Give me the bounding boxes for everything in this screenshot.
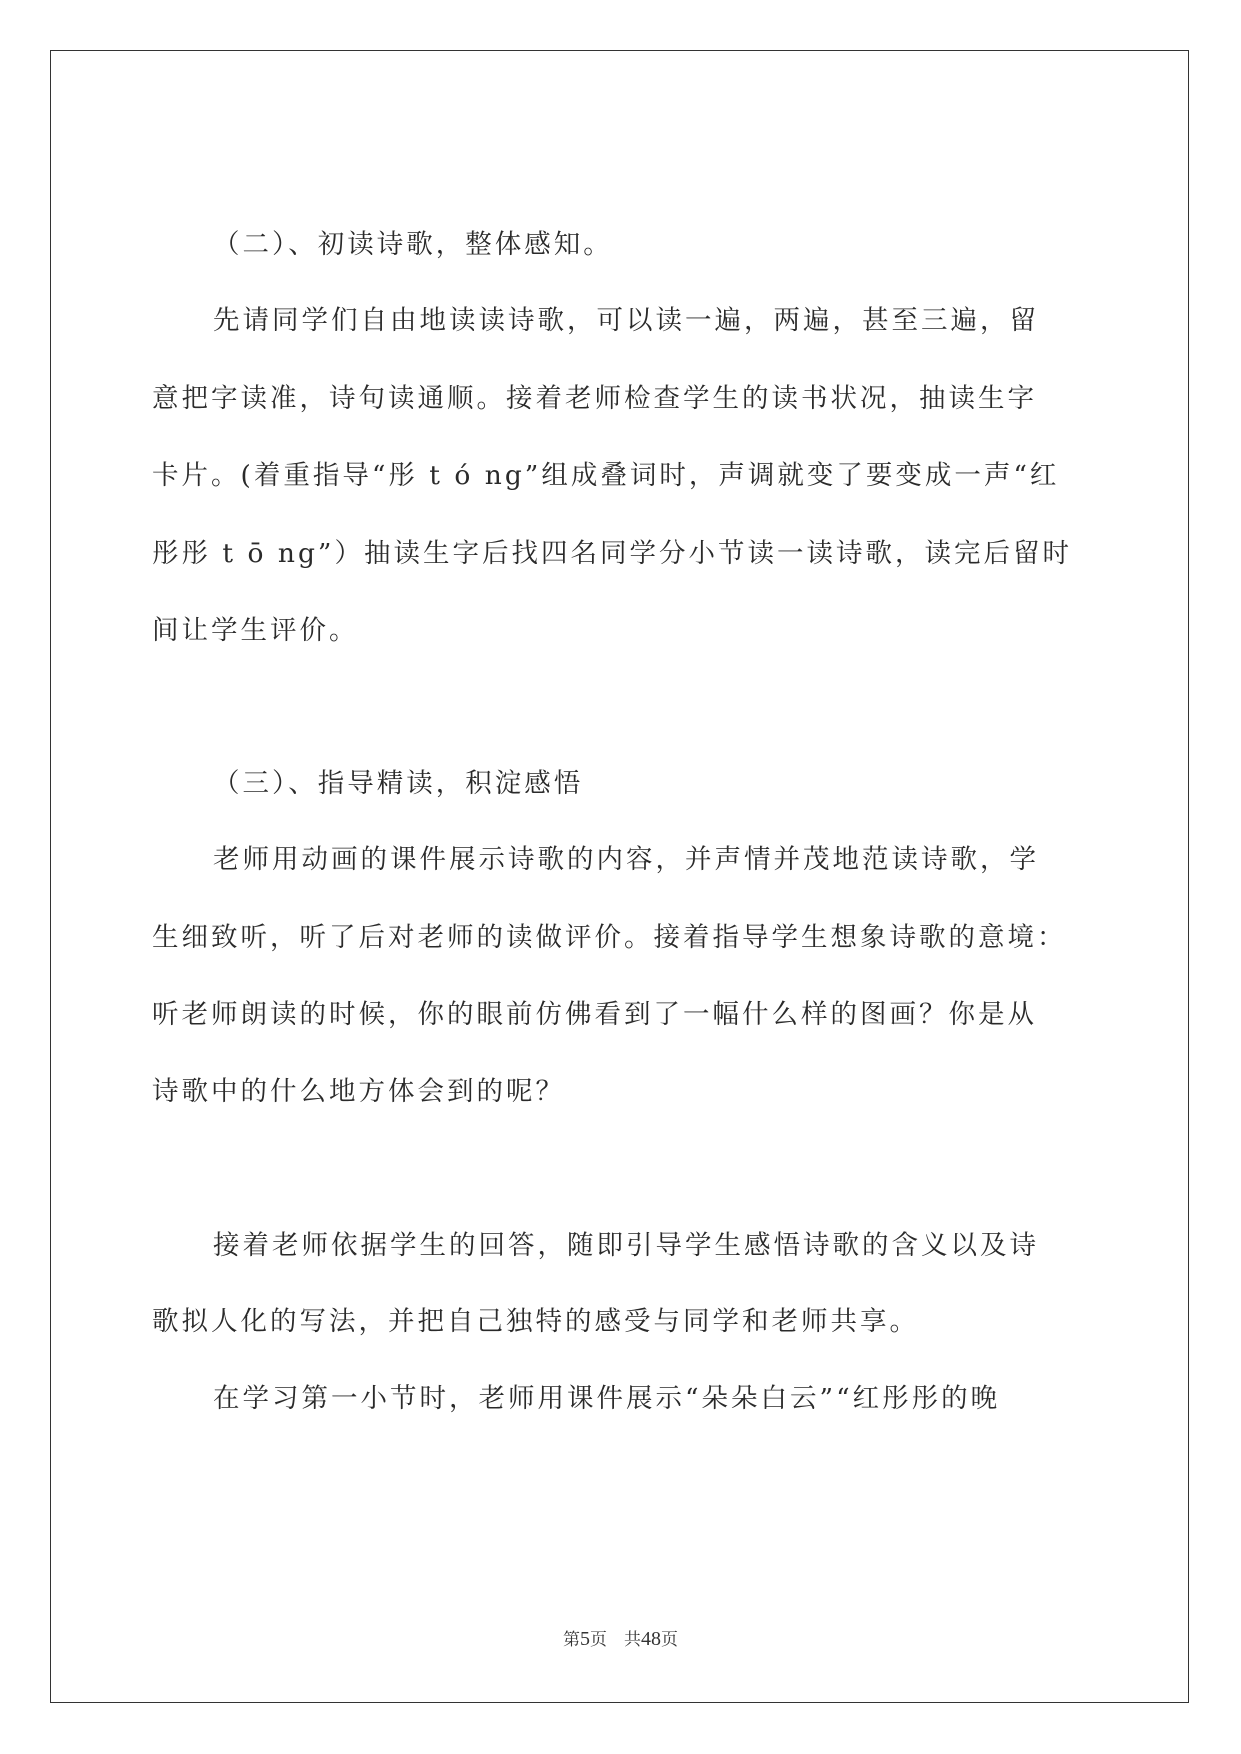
paragraph-line: 在学习第一小节时，老师用课件展示“朵朵白云”“红彤彤的晚 (213, 1383, 1001, 1414)
footer-page-suffix: 页 共 (590, 1630, 641, 1649)
section-heading-3: （三）、指导精读，积淀感悟 (213, 768, 584, 799)
section-heading-2: （二）、初读诗歌，整体感知。 (213, 229, 613, 260)
paragraph-line: 意把字读准，诗句读通顺。接着老师检查学生的读书状况，抽读生字 (152, 383, 1037, 414)
footer-page-prefix: 第 (563, 1630, 580, 1649)
page-footer (0, 1625, 1241, 1651)
paragraph-line: 先请同学们自由地读读诗歌，可以读一遍，两遍，甚至三遍，留 (213, 305, 1039, 336)
paragraph-line: 接着老师依据学生的回答，随即引导学生感悟诗歌的含义以及诗 (213, 1230, 1039, 1261)
paragraph-line: 卡片。(着重指导“彤 t ó ng”组成叠词时，声调就变了要变成一声“红 (152, 460, 1060, 491)
paragraph-line: 歌拟人化的写法，并把自己独特的感受与同学和老师共享。 (152, 1306, 919, 1337)
paragraph-line: 间让学生评价。 (152, 615, 359, 646)
paragraph-line: 生细致听，听了后对老师的读做评价。接着指导学生想象诗歌的意境： (152, 922, 1067, 953)
footer-total-pages: 48 (641, 1628, 661, 1650)
paragraph-line: 老师用动画的课件展示诗歌的内容，并声情并茂地范读诗歌，学 (213, 844, 1039, 875)
paragraph-line: 听老师朗读的时候，你的眼前仿佛看到了一幅什么样的图画？你是从 (152, 999, 1037, 1030)
footer-total-suffix: 页 (661, 1630, 678, 1649)
paragraph-line: 诗歌中的什么地方体会到的呢？ (152, 1076, 565, 1107)
paragraph-line: 彤彤 t ō ng”）抽读生字后找四名同学分小节读一读诗歌，读完后留时 (152, 538, 1072, 569)
footer-page-number: 5 (580, 1628, 590, 1650)
